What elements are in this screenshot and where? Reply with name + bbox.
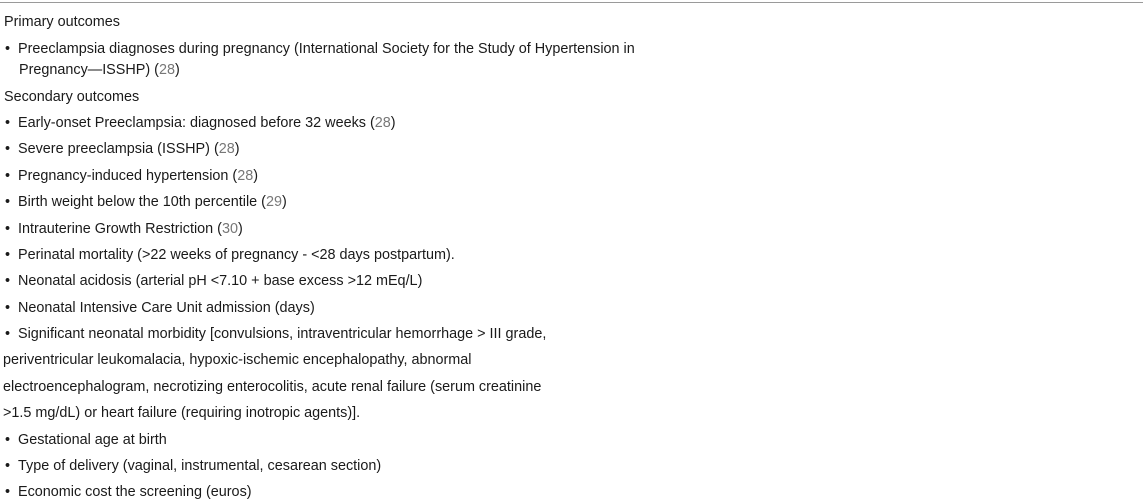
reference-link[interactable]: 28	[374, 115, 391, 131]
item-text: )	[390, 115, 396, 131]
list-item-birth-weight	[5, 193, 287, 211]
list-item-perinatal-mortality	[5, 246, 455, 264]
item-text: )	[282, 194, 287, 210]
bullet-icon: •	[5, 432, 11, 448]
reference-link[interactable]: 30	[221, 221, 238, 237]
bullet-icon: •	[5, 326, 11, 342]
bullet-icon: •	[5, 221, 11, 237]
primary-outcomes-heading: Primary outcomes	[4, 14, 120, 30]
reference-link[interactable]: 28	[158, 62, 175, 78]
bullet-icon: •	[5, 247, 11, 263]
reference-link[interactable]: 28	[237, 168, 254, 184]
item-text: Pregnancy—ISSHP) (	[19, 62, 159, 78]
item-text: Perinatal mortality (>22 weeks of pregnancy - <28 days postpartum).	[18, 247, 455, 263]
list-item-type-of-delivery	[5, 457, 381, 475]
reference-link[interactable]: 29	[265, 194, 282, 210]
bullet-icon: •	[5, 300, 11, 316]
item-text: Birth weight below the 10th percentile (	[18, 194, 266, 210]
list-item-gestational-age	[5, 431, 167, 449]
table-top-rule	[0, 2, 1143, 3]
item-text: )	[234, 141, 240, 157]
item-text: )	[174, 62, 180, 78]
secondary-outcomes-heading: Secondary outcomes	[4, 89, 140, 105]
item-text: )	[253, 168, 259, 184]
item-text: )	[237, 221, 243, 237]
reference-link[interactable]: 28	[218, 141, 235, 157]
list-item-preeclampsia-diagnoses	[5, 40, 635, 58]
bullet-icon: •	[5, 273, 11, 289]
list-item-growth-restriction	[5, 220, 243, 238]
bullet-icon: •	[5, 141, 11, 157]
item-text: Type of delivery (vaginal, instrumental, cesarean section)	[18, 458, 382, 474]
item-text: Preeclampsia diagnoses during pregnancy (International Society for the Study of Hypertension in	[18, 41, 635, 57]
item-text: Early-onset Preeclampsia: diagnosed before 32 weeks (	[18, 115, 375, 131]
item-text: Neonatal acidosis (arterial pH <7.10 + base excess >12 mEq/L)	[18, 273, 423, 289]
list-item-continuation: >1.5 mg/dL) or heart failure (requiring inotropic agents)].	[3, 405, 361, 421]
list-item-pregnancy-hypertension	[5, 167, 258, 185]
list-item-neonatal-morbidity	[5, 325, 546, 343]
item-text: Significant neonatal morbidity [convulsions, intraventricular hemorrhage > III grade,	[18, 326, 547, 342]
item-text: Economic cost the screening (euros)	[18, 484, 252, 500]
list-item-severe-preeclampsia	[5, 140, 240, 158]
list-item-continuation	[19, 61, 180, 79]
item-text: Severe preeclampsia (ISSHP) (	[18, 141, 219, 157]
list-item-neonatal-acidosis	[5, 272, 422, 290]
list-item-continuation: periventricular leukomalacia, hypoxic-ischemic encephalopathy, abnormal	[3, 352, 472, 368]
bullet-icon: •	[5, 194, 11, 210]
bullet-icon: •	[5, 168, 11, 184]
bullet-icon: •	[5, 115, 11, 131]
item-text: Neonatal Intensive Care Unit admission (days)	[18, 300, 315, 316]
item-text: Gestational age at birth	[18, 432, 167, 448]
bullet-icon: •	[5, 484, 11, 500]
item-text: Pregnancy-induced hypertension (	[18, 168, 238, 184]
bullet-icon: •	[5, 41, 11, 57]
item-text: Intrauterine Growth Restriction (	[18, 221, 222, 237]
list-item-continuation: electroencephalogram, necrotizing enterocolitis, acute renal failure (serum creatinine	[3, 379, 542, 395]
list-item-economic-cost	[5, 483, 252, 501]
list-item-nicu-admission	[5, 299, 315, 317]
list-item-early-onset	[5, 114, 396, 132]
bullet-icon: •	[5, 458, 11, 474]
